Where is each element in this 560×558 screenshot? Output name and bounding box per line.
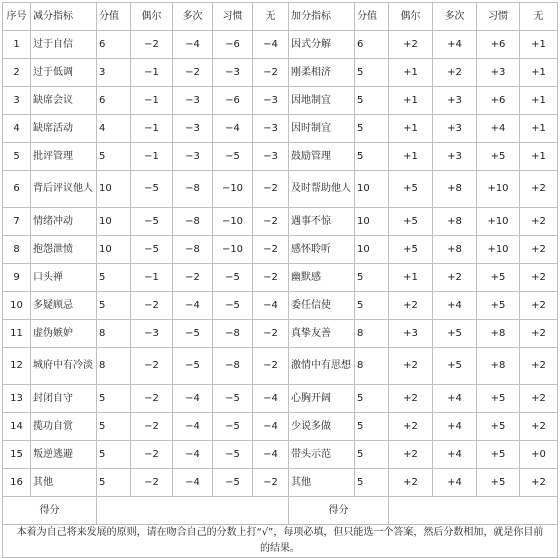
cell-minus-value: 5 [97, 143, 131, 171]
cell-plus-often[interactable]: +8 [433, 171, 477, 208]
cell-minus-often[interactable]: −8 [173, 171, 213, 208]
cell-index: 7 [3, 208, 31, 236]
cell-plus-none[interactable]: +2 [520, 292, 558, 320]
cell-plus-none[interactable]: +1 [520, 115, 558, 143]
cell-plus-item: 感怀聆听 [289, 236, 355, 264]
cell-index: 2 [3, 59, 31, 87]
score-table-body [3, 3, 558, 558]
cell-plus-none[interactable]: +1 [520, 143, 558, 171]
cell-plus-value: 5 [355, 264, 389, 292]
header-plus-often: 多次 [433, 3, 477, 31]
cell-minus-value: 5 [97, 413, 131, 441]
cell-plus-none[interactable]: +2 [520, 469, 558, 497]
cell-minus-none[interactable]: −2 [253, 171, 289, 208]
cell-minus-value: 8 [97, 348, 131, 385]
table-row [3, 348, 558, 385]
cell-index: 10 [3, 292, 31, 320]
cell-minus-occasionally[interactable]: −2 [131, 385, 173, 413]
cell-plus-none[interactable]: +2 [520, 385, 558, 413]
cell-minus-none[interactable]: −3 [253, 115, 289, 143]
header-minus-item: 减分指标 [31, 3, 97, 31]
cell-plus-item: 及时帮助他人 [289, 171, 355, 208]
cell-minus-none[interactable]: −2 [253, 469, 289, 497]
cell-plus-value: 5 [355, 441, 389, 469]
plus-score-label: 得分 [289, 497, 389, 525]
cell-plus-habit[interactable]: +6 [477, 31, 520, 59]
cell-minus-value: 5 [97, 292, 131, 320]
table-row [3, 441, 558, 469]
cell-index: 3 [3, 87, 31, 115]
table-row [3, 59, 558, 87]
cell-minus-item: 缺席会议 [31, 87, 97, 115]
cell-plus-none[interactable]: +2 [520, 171, 558, 208]
cell-minus-often[interactable]: −2 [173, 264, 213, 292]
cell-minus-value: 5 [97, 469, 131, 497]
cell-minus-none[interactable]: −3 [253, 143, 289, 171]
cell-plus-none[interactable]: +2 [520, 413, 558, 441]
cell-minus-occasionally[interactable]: −2 [131, 413, 173, 441]
cell-minus-occasionally[interactable]: −2 [131, 31, 173, 59]
table-row [3, 171, 558, 208]
cell-plus-habit[interactable]: +5 [477, 143, 520, 171]
header-minus-value: 分值 [97, 3, 131, 31]
cell-plus-occasionally[interactable]: +5 [389, 236, 433, 264]
cell-plus-occasionally[interactable]: +1 [389, 87, 433, 115]
cell-plus-item: 因地制宜 [289, 87, 355, 115]
cell-minus-item: 缺席活动 [31, 115, 97, 143]
cell-minus-value: 10 [97, 236, 131, 264]
cell-minus-habit[interactable]: −4 [213, 115, 253, 143]
cell-plus-occasionally[interactable]: +2 [389, 348, 433, 385]
table-row [3, 385, 558, 413]
cell-index: 12 [3, 348, 31, 385]
cell-plus-value: 8 [355, 348, 389, 385]
cell-minus-none[interactable]: −2 [253, 320, 289, 348]
cell-plus-none[interactable]: +2 [520, 236, 558, 264]
cell-plus-habit[interactable]: +4 [477, 115, 520, 143]
score-row [3, 497, 558, 525]
cell-plus-occasionally[interactable]: +2 [389, 385, 433, 413]
cell-minus-value: 6 [97, 87, 131, 115]
cell-minus-often[interactable]: −4 [173, 385, 213, 413]
cell-minus-value: 10 [97, 171, 131, 208]
cell-minus-none[interactable]: −2 [253, 208, 289, 236]
cell-minus-item: 过于低调 [31, 59, 97, 87]
cell-index: 1 [3, 31, 31, 59]
header-plus-occasionally: 偶尔 [389, 3, 433, 31]
cell-plus-value: 5 [355, 469, 389, 497]
table-row [3, 264, 558, 292]
cell-plus-item: 心胸开阔 [289, 385, 355, 413]
cell-minus-habit[interactable]: −5 [213, 385, 253, 413]
cell-plus-often[interactable]: +4 [433, 441, 477, 469]
cell-minus-item: 揽功自赏 [31, 413, 97, 441]
cell-minus-habit[interactable]: −5 [213, 441, 253, 469]
cell-minus-item: 叛逆逃避 [31, 441, 97, 469]
cell-plus-occasionally[interactable]: +2 [389, 469, 433, 497]
cell-minus-habit[interactable]: −6 [213, 87, 253, 115]
cell-plus-value: 5 [355, 87, 389, 115]
cell-index: 9 [3, 264, 31, 292]
cell-minus-occasionally[interactable]: −2 [131, 441, 173, 469]
table-row [3, 413, 558, 441]
cell-minus-occasionally[interactable]: −2 [131, 292, 173, 320]
header-plus-habit: 习惯 [477, 3, 520, 31]
cell-minus-item: 批评管理 [31, 143, 97, 171]
header-minus-often: 多次 [173, 3, 213, 31]
cell-plus-habit[interactable]: +10 [477, 171, 520, 208]
cell-minus-none[interactable]: −2 [253, 264, 289, 292]
cell-minus-often[interactable]: −8 [173, 208, 213, 236]
cell-plus-none[interactable]: +1 [520, 59, 558, 87]
cell-minus-habit[interactable]: −5 [213, 143, 253, 171]
minus-score-cell[interactable] [97, 497, 289, 525]
cell-plus-often[interactable]: +8 [433, 208, 477, 236]
cell-minus-occasionally[interactable]: −2 [131, 469, 173, 497]
cell-index: 13 [3, 385, 31, 413]
cell-plus-value: 5 [355, 115, 389, 143]
cell-plus-habit[interactable]: +5 [477, 292, 520, 320]
cell-plus-value: 5 [355, 413, 389, 441]
cell-minus-occasionally[interactable]: −1 [131, 143, 173, 171]
cell-minus-often[interactable]: −2 [173, 59, 213, 87]
cell-plus-item: 因时制宜 [289, 115, 355, 143]
cell-plus-often[interactable]: +3 [433, 143, 477, 171]
cell-plus-occasionally[interactable]: +1 [389, 143, 433, 171]
cell-minus-occasionally[interactable]: −1 [131, 264, 173, 292]
cell-minus-value: 6 [97, 31, 131, 59]
cell-index: 5 [3, 143, 31, 171]
cell-plus-often[interactable]: +3 [433, 87, 477, 115]
cell-minus-item: 抱怨泄愤 [31, 236, 97, 264]
cell-plus-habit[interactable]: +3 [477, 59, 520, 87]
header-minus-habit: 习惯 [213, 3, 253, 31]
cell-minus-none[interactable]: −4 [253, 441, 289, 469]
cell-minus-often[interactable]: −4 [173, 469, 213, 497]
header-minus-occasionally: 偶尔 [131, 3, 173, 31]
cell-plus-item: 遇事不惊 [289, 208, 355, 236]
cell-index: 11 [3, 320, 31, 348]
header-minus-none: 无 [253, 3, 289, 31]
cell-plus-value: 5 [355, 143, 389, 171]
cell-minus-occasionally[interactable]: −5 [131, 236, 173, 264]
cell-minus-value: 4 [97, 115, 131, 143]
cell-minus-item: 虚伪嫉妒 [31, 320, 97, 348]
cell-index: 8 [3, 236, 31, 264]
cell-plus-habit[interactable]: +10 [477, 236, 520, 264]
cell-plus-none[interactable]: +2 [520, 320, 558, 348]
cell-minus-habit[interactable]: −6 [213, 31, 253, 59]
score-table [2, 2, 558, 558]
cell-minus-habit[interactable]: −5 [213, 264, 253, 292]
cell-plus-none[interactable]: +1 [520, 87, 558, 115]
cell-minus-item: 过于自信 [31, 31, 97, 59]
cell-plus-value: 8 [355, 320, 389, 348]
cell-plus-often[interactable]: +4 [433, 385, 477, 413]
cell-minus-value: 5 [97, 441, 131, 469]
cell-plus-habit[interactable]: +5 [477, 441, 520, 469]
cell-minus-value: 10 [97, 208, 131, 236]
cell-plus-occasionally[interactable]: +5 [389, 171, 433, 208]
cell-plus-often[interactable]: +2 [433, 59, 477, 87]
table-row [3, 320, 558, 348]
cell-plus-occasionally[interactable]: +2 [389, 441, 433, 469]
cell-index: 15 [3, 441, 31, 469]
cell-plus-none[interactable]: +2 [520, 348, 558, 385]
cell-plus-item: 鼓励管理 [289, 143, 355, 171]
header-row [3, 3, 558, 31]
cell-minus-none[interactable]: −4 [253, 385, 289, 413]
cell-minus-habit[interactable]: −3 [213, 59, 253, 87]
cell-plus-habit[interactable]: +8 [477, 348, 520, 385]
cell-index: 16 [3, 469, 31, 497]
cell-minus-value: 5 [97, 385, 131, 413]
cell-plus-often[interactable]: +4 [433, 413, 477, 441]
cell-minus-none[interactable]: −3 [253, 87, 289, 115]
cell-plus-occasionally[interactable]: +2 [389, 31, 433, 59]
cell-minus-none[interactable]: −2 [253, 236, 289, 264]
header-plus-value: 分值 [355, 3, 389, 31]
cell-plus-value: 5 [355, 385, 389, 413]
table-row [3, 31, 558, 59]
cell-plus-value: 10 [355, 236, 389, 264]
cell-plus-habit[interactable]: +5 [477, 469, 520, 497]
cell-minus-value: 3 [97, 59, 131, 87]
instruction-note: 本着为自己将来发展的原则，请在吻合自己的分数上打“√”，每项必填，但只能选一个答案，然后分数相加，就是你目前的结果。 [3, 525, 558, 558]
cell-plus-often[interactable]: +8 [433, 236, 477, 264]
cell-plus-occasionally[interactable]: +5 [389, 208, 433, 236]
cell-plus-often[interactable]: +4 [433, 292, 477, 320]
cell-plus-item: 幽默感 [289, 264, 355, 292]
table-row [3, 87, 558, 115]
cell-plus-often[interactable]: +3 [433, 115, 477, 143]
cell-plus-value: 5 [355, 59, 389, 87]
header-index: 序号 [3, 3, 31, 31]
cell-plus-habit[interactable]: +10 [477, 208, 520, 236]
cell-plus-occasionally[interactable]: +1 [389, 264, 433, 292]
cell-minus-item: 城府中有冷淡 [31, 348, 97, 385]
plus-score-cell[interactable] [389, 497, 558, 525]
cell-plus-item: 委任信使 [289, 292, 355, 320]
cell-plus-value: 5 [355, 292, 389, 320]
cell-minus-often[interactable]: −5 [173, 348, 213, 385]
cell-index: 14 [3, 413, 31, 441]
cell-minus-habit[interactable]: −5 [213, 413, 253, 441]
cell-minus-often[interactable]: −4 [173, 441, 213, 469]
cell-minus-none[interactable]: −2 [253, 348, 289, 385]
cell-plus-habit[interactable]: +5 [477, 264, 520, 292]
cell-minus-occasionally[interactable]: −1 [131, 59, 173, 87]
cell-minus-often[interactable]: −5 [173, 320, 213, 348]
cell-plus-none[interactable]: +2 [520, 264, 558, 292]
cell-minus-none[interactable]: −4 [253, 292, 289, 320]
cell-plus-occasionally[interactable]: +2 [389, 413, 433, 441]
cell-minus-item: 多疑顾忌 [31, 292, 97, 320]
cell-minus-occasionally[interactable]: −5 [131, 171, 173, 208]
cell-minus-item: 情绪冲动 [31, 208, 97, 236]
cell-minus-none[interactable]: −4 [253, 413, 289, 441]
cell-plus-none[interactable]: +2 [520, 208, 558, 236]
cell-minus-occasionally[interactable]: −1 [131, 115, 173, 143]
cell-minus-often[interactable]: −3 [173, 115, 213, 143]
table-row [3, 115, 558, 143]
cell-plus-none[interactable]: +1 [520, 31, 558, 59]
cell-minus-habit[interactable]: −5 [213, 469, 253, 497]
minus-score-label: 得分 [3, 497, 97, 525]
cell-minus-often[interactable]: −3 [173, 87, 213, 115]
cell-minus-none[interactable]: −2 [253, 59, 289, 87]
cell-plus-value: 6 [355, 31, 389, 59]
cell-plus-item: 少说多做 [289, 413, 355, 441]
cell-plus-value: 10 [355, 208, 389, 236]
table-row [3, 208, 558, 236]
cell-minus-habit[interactable]: −8 [213, 320, 253, 348]
cell-plus-occasionally[interactable]: +3 [389, 320, 433, 348]
cell-minus-occasionally[interactable]: −1 [131, 87, 173, 115]
cell-plus-habit[interactable]: +5 [477, 413, 520, 441]
table-row [3, 292, 558, 320]
cell-minus-habit[interactable]: −8 [213, 348, 253, 385]
cell-minus-item: 封闭自守 [31, 385, 97, 413]
cell-minus-value: 5 [97, 264, 131, 292]
cell-minus-none[interactable]: −4 [253, 31, 289, 59]
cell-minus-item: 口头禅 [31, 264, 97, 292]
cell-plus-often[interactable]: +5 [433, 348, 477, 385]
cell-minus-often[interactable]: −4 [173, 413, 213, 441]
cell-minus-occasionally[interactable]: −5 [131, 208, 173, 236]
cell-plus-item: 其他 [289, 469, 355, 497]
table-row [3, 469, 558, 497]
cell-minus-often[interactable]: −4 [173, 292, 213, 320]
cell-plus-often[interactable]: +5 [433, 320, 477, 348]
cell-plus-often[interactable]: +4 [433, 31, 477, 59]
cell-plus-often[interactable]: +4 [433, 469, 477, 497]
footer-row [3, 525, 558, 558]
cell-plus-occasionally[interactable]: +2 [389, 292, 433, 320]
cell-minus-often[interactable]: −4 [173, 31, 213, 59]
cell-minus-habit[interactable]: −10 [213, 208, 253, 236]
cell-plus-habit[interactable]: +8 [477, 320, 520, 348]
cell-plus-value: 10 [355, 171, 389, 208]
cell-minus-item: 其他 [31, 469, 97, 497]
cell-minus-habit[interactable]: −5 [213, 292, 253, 320]
cell-plus-occasionally[interactable]: +1 [389, 115, 433, 143]
cell-index: 6 [3, 171, 31, 208]
cell-plus-often[interactable]: +2 [433, 264, 477, 292]
cell-minus-value: 8 [97, 320, 131, 348]
cell-minus-habit[interactable]: −10 [213, 236, 253, 264]
cell-index: 4 [3, 115, 31, 143]
table-row [3, 143, 558, 171]
cell-plus-habit[interactable]: +6 [477, 87, 520, 115]
cell-plus-occasionally[interactable]: +1 [389, 59, 433, 87]
cell-minus-often[interactable]: −3 [173, 143, 213, 171]
cell-plus-habit[interactable]: +5 [477, 385, 520, 413]
header-plus-item: 加分指标 [289, 3, 355, 31]
cell-minus-often[interactable]: −8 [173, 236, 213, 264]
cell-minus-habit[interactable]: −10 [213, 171, 253, 208]
cell-plus-item: 因式分解 [289, 31, 355, 59]
cell-minus-occasionally[interactable]: −3 [131, 320, 173, 348]
cell-plus-item: 带头示范 [289, 441, 355, 469]
cell-minus-item: 背后评议他人 [31, 171, 97, 208]
cell-plus-item: 激情中有思想 [289, 348, 355, 385]
cell-minus-occasionally[interactable]: −2 [131, 348, 173, 385]
cell-plus-item: 刚柔相济 [289, 59, 355, 87]
cell-plus-item: 真挚友善 [289, 320, 355, 348]
header-plus-none: 无 [520, 3, 558, 31]
table-row [3, 236, 558, 264]
cell-plus-none[interactable]: +0 [520, 441, 558, 469]
